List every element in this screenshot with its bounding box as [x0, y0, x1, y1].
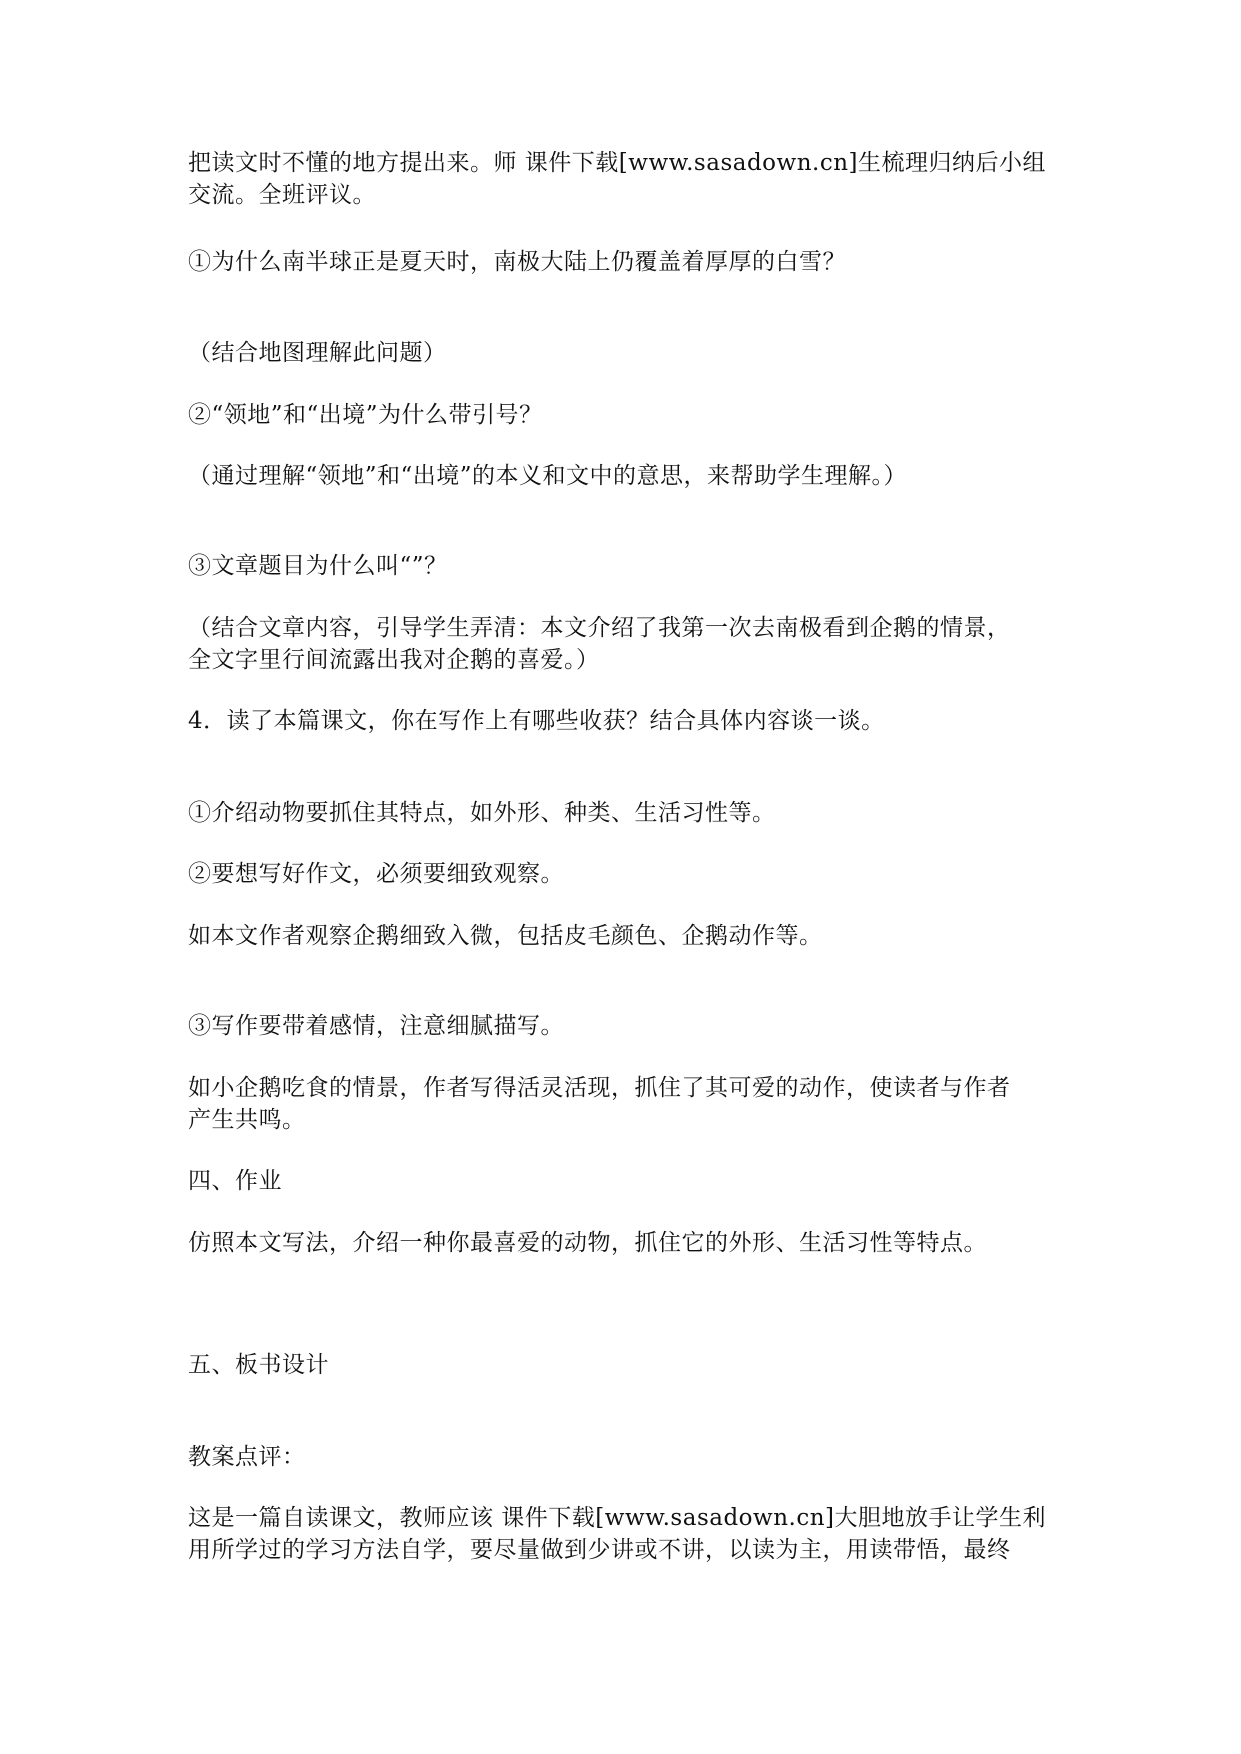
paragraph-line: 把读文时不懂的地方提出来。师 课件下载[www.sasadown.cn]生梳理归纳后小组: [188, 150, 1047, 176]
question-1-note: （结合地图理解此问题）: [188, 340, 447, 366]
question-3-note-line: （结合文章内容，引导学生弄清：本文介绍了我第一次去南极看到企鹅的情景，: [188, 615, 1011, 641]
question-2: ②“领地”和“出境”为什么带引号？: [188, 402, 543, 428]
section-heading-homework: 四、作业: [188, 1168, 282, 1194]
answer-3-example-line: 产生共鸣。: [188, 1107, 306, 1133]
answer-2-example: 如本文作者观察企鹅细致入微，包括皮毛颜色、企鹅动作等。: [188, 923, 823, 949]
answer-1: ①介绍动物要抓住其特点，如外形、种类、生活习性等。: [188, 800, 776, 826]
question-2-note: （通过理解“领地”和“出境”的本义和文中的意思，来帮助学生理解。）: [188, 463, 908, 489]
section-heading-board-design: 五、板书设计: [188, 1352, 329, 1378]
paragraph-line: 交流。全班评议。: [188, 182, 376, 208]
answer-3-example-line: 如小企鹅吃食的情景，作者写得活灵活现，抓住了其可爱的动作，使读者与作者: [188, 1075, 1011, 1101]
answer-2: ②要想写好作文，必须要细致观察。: [188, 861, 564, 887]
question-3: ③文章题目为什么叫“”？: [188, 553, 448, 579]
question-3-note-line: 全文字里行间流露出我对企鹅的喜爱。）: [188, 647, 600, 673]
review-line: 用所学过的学习方法自学，要尽量做到少讲或不讲，以读为主，用读带悟，最终: [188, 1537, 1011, 1563]
review-title: 教案点评：: [188, 1444, 306, 1470]
homework-text: 仿照本文写法，介绍一种你最喜爱的动物，抓住它的外形、生活习性等特点。: [188, 1230, 987, 1256]
question-1: ①为什么南半球正是夏天时，南极大陆上仍覆盖着厚厚的白雪？: [188, 249, 846, 275]
review-line: 这是一篇自读课文，教师应该 课件下载[www.sasadown.cn]大胆地放手让学生利: [188, 1505, 1047, 1531]
answer-3: ③写作要带着感情，注意细腻描写。: [188, 1013, 564, 1039]
item-4: 4．读了本篇课文，你在写作上有哪些收获？结合具体内容谈一谈。: [188, 708, 885, 734]
